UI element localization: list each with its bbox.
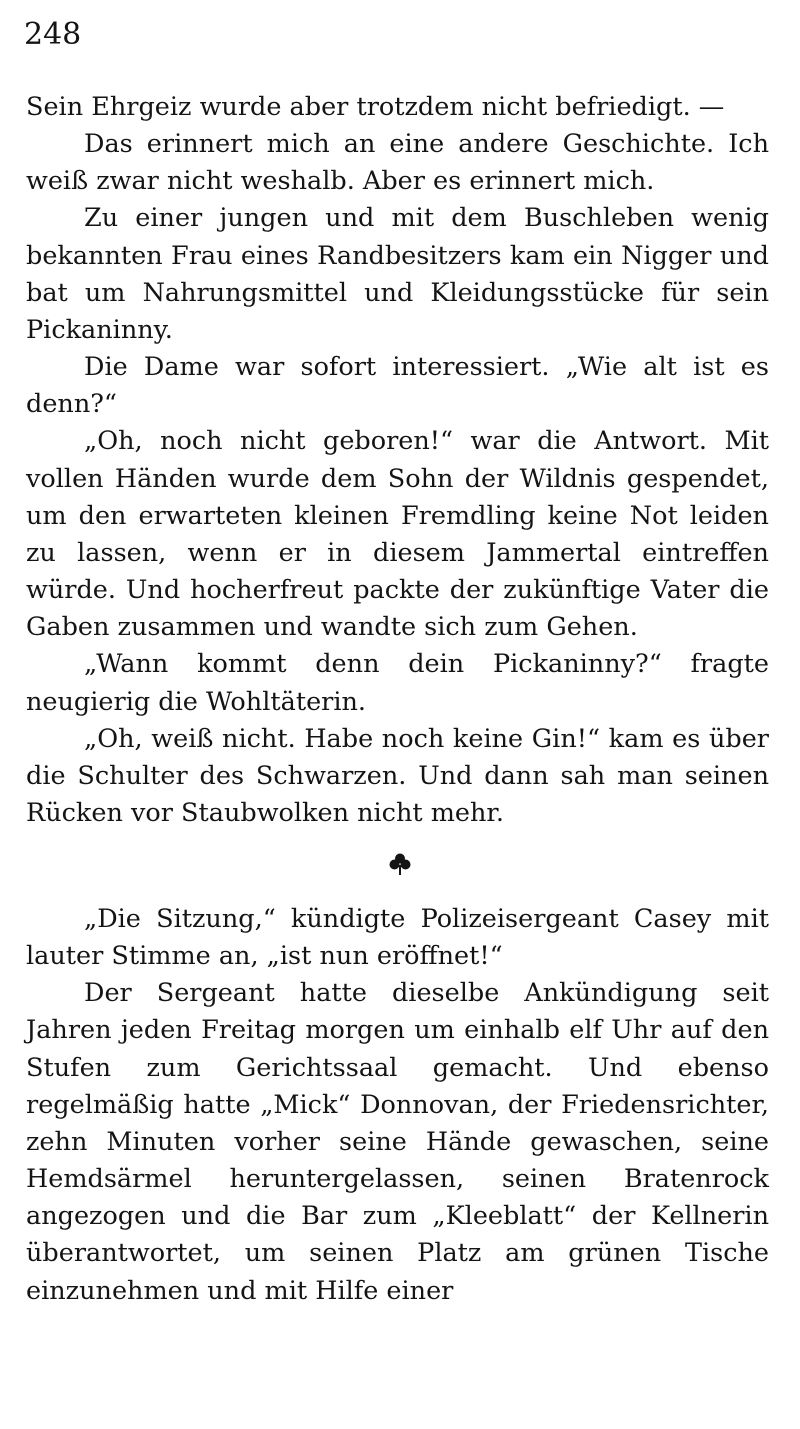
paragraph: „Oh, weiß nicht. Habe noch keine Gin!“ kam es über die Schulter des Schwarzen. Und dann sah man seinen Rücken vor Staubwolken nicht mehr. — [26, 723, 769, 828]
paragraph: Zu einer jungen und mit dem Buschleben wenig bekannten Frau eines Randbesitzers kam ein Nigger und bat um Nahrungsmittel und Kleidungsstücke für sein Pickaninny. — [26, 203, 769, 345]
cloverleaf-ornament-icon — [388, 852, 412, 876]
paragraph: „Wann kommt denn dein Pickaninny?“ fragte neugierig die Wohltäterin. — [26, 649, 769, 717]
paragraph: „Die Sitzung,“ kündigte Polizeisergeant Casey mit lauter Stimme an, „ist nun eröffnet!“ — [26, 904, 769, 972]
page-number: 248 — [24, 17, 82, 52]
paragraph: Das erinnert mich an eine andere Geschichte. Ich weiß zwar nicht weshalb. Aber es erinnert mich. — [26, 129, 769, 197]
paragraph: Die Dame war sofort interessiert. „Wie alt ist es denn?“ — [26, 352, 769, 420]
paragraph: Der Sergeant hatte dieselbe Ankündigung seit Jahren jeden Freitag morgen um einhalb elf Uhr auf den Stufen zum Gerichtssaal gemacht. Und ebenso regelmäßig hatte „Mick“ Donnovan, der Friedensrichter, zehn Minuten vorher seine Hände gewaschen, seine Hemdsärmel heruntergelassen, seinen Bratenrock angezogen und die Bar zum „Kleeblatt“ der Kellnerin überantwortet, um seinen Platz am grünen Tische einzunehmen und mit Hilfe einer — [26, 978, 769, 1306]
text-block-after-break — [26, 901, 769, 1310]
paragraph: „Oh, noch nicht geboren!“ war die Antwort. Mit vollen Händen wurde dem Sohn der Wildnis gespendet, um den erwarteten kleinen Fremdling keine Not leiden zu lassen, wenn er in diesem Jammertal eintreffen würde. Und hocherfreut packte der zukünftige Vater die Gaben zusammen und wandte sich zum Gehen. — [26, 426, 769, 643]
paragraph: Sein Ehrgeiz wurde aber trotzdem nicht befriedigt. — — [26, 92, 725, 122]
text-block-before-break — [26, 89, 769, 832]
